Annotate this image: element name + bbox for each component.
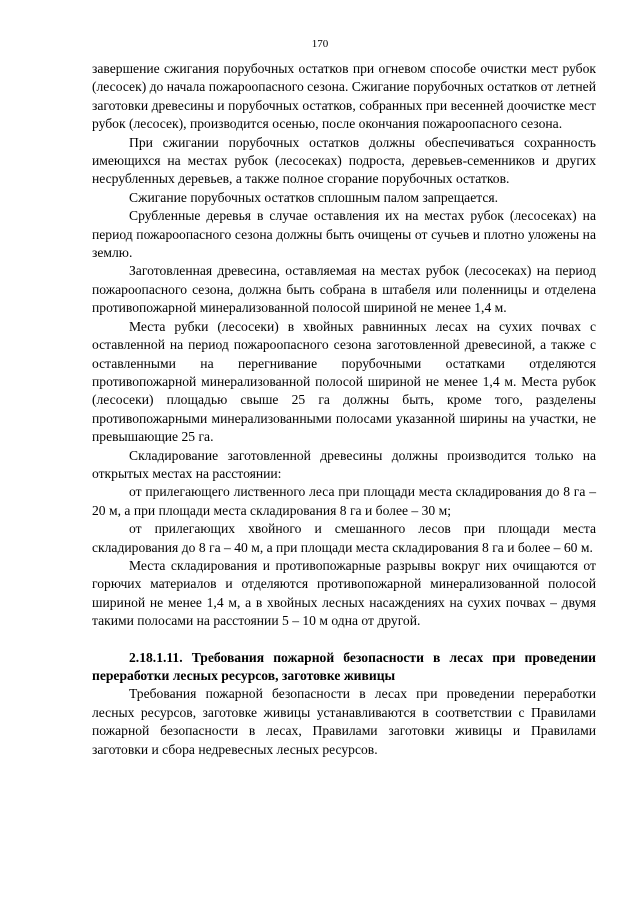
paragraph: Требования пожарной безопасности в лесах при проведении переработки лесных ресурсов, заготовке живицы устанавливаются в соответствии с Правилами пожарной безопасности в лесах, Правилами заготовки живицы и Правилами заготовки и сбора недревесных лесных ресурсов. <box>92 686 596 757</box>
paragraph: от прилегающих хвойного и смешанного лесов при площади места складирования до 8 га – 40 м, а при площади места складирования 8 га и более – 60 м. <box>92 521 596 555</box>
page-number: 170 <box>311 38 329 50</box>
paragraph: Заготовленная древесина, оставляемая на местах рубок (лесосеках) на период пожароопасного сезона, должна быть собрана в штабеля или поленницы и отделена противопожарной минерализованной полосой шириной не менее 1,4 м. <box>92 263 596 316</box>
paragraph: завершение сжигания порубочных остатков при огневом способе очистки мест рубок (лесосек) до начала пожароопасного сезона. Сжигание порубочных остатков от летней заготовки древесины и порубочных остатков, собранных при весенней доочистке мест рубок (лесосек), производится осенью, после окончания пожароопасного сезона. <box>92 61 596 132</box>
paragraph: Места рубки (лесосеки) в хвойных равнинных лесах на сухих почвах с оставленной на период пожароопасного сезона заготовленной древесиной, а также с оставленными на перегнивание порубочными остатками отделяются противопожарной минерализованной полосой шириной не менее 1,4 м. Места рубок (лесосеки) площадью свыше 25 га должны быть, кроме того, разделены противопожарными минерализованными полосами указанной ширины на участки, не превышающие 25 га. <box>92 318 596 445</box>
paragraph: Места складирования и противопожарные разрывы вокруг них очищаются от горючих материалов и отделяются противопожарной минерализованной полосой шириной не менее 1,4 м, а в хвойных лесных насаждениях на сухих почвах – двумя такими полосами на расстоянии 5 – 10 м одна от другой. <box>92 557 596 629</box>
document-body <box>92 60 596 759</box>
paragraph: При сжигании порубочных остатков должны обеспечиваться сохранность имеющихся на местах рубок (лесосеках) подроста, деревьев-семенников и других несрубленных деревьев, а также полное сгорание порубочных остатков. <box>92 134 596 187</box>
paragraph: Складирование заготовленной древесины должны производится только на открытых местах на расстоянии: <box>92 447 596 481</box>
paragraph: от прилегающего лиственного леса при площади места складирования до 8 га – 20 м, а при площади места складирования 8 га и более – 30 м; <box>92 484 596 518</box>
paragraph: Сжигание порубочных остатков сплошным палом запрещается. <box>129 189 499 205</box>
section-heading: 2.18.1.11. Требования пожарной безопасности в лесах при проведении переработки лесных ресурсов, заготовке живицы <box>92 649 596 683</box>
paragraph: Срубленные деревья в случае оставления их на местах рубок (лесосеках) на период пожароопасного сезона должны быть очищены от сучьев и плотно уложены на землю. <box>92 208 596 261</box>
